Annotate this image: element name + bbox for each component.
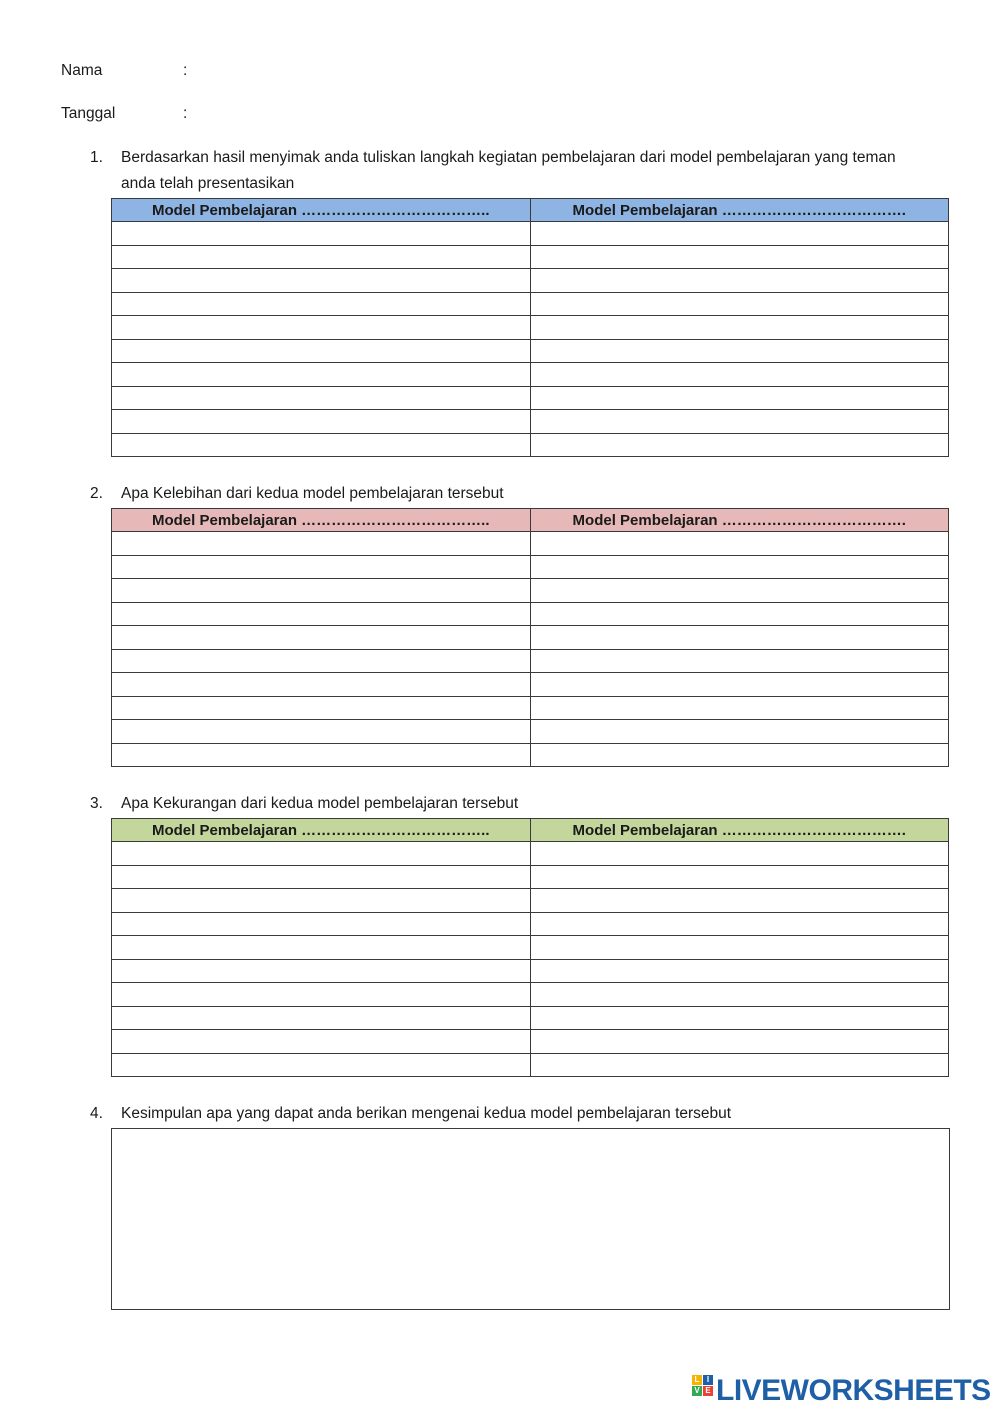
answer-cell-left[interactable] — [112, 1006, 531, 1030]
table-row — [112, 696, 949, 720]
question-number: 2. — [90, 485, 103, 502]
answer-cell-left[interactable] — [112, 579, 531, 603]
answer-cell-right[interactable] — [530, 386, 949, 410]
answer-cell-left[interactable] — [112, 696, 531, 720]
table-header-left: Model Pembelajaran ……………………………….. — [112, 199, 531, 222]
answer-cell-right[interactable] — [530, 222, 949, 246]
table-row — [112, 410, 949, 434]
logo-mark-letter: L — [692, 1375, 702, 1385]
table-row — [112, 865, 949, 889]
answer-cell-left[interactable] — [112, 865, 531, 889]
table-header-left: Model Pembelajaran ……………………………….. — [112, 509, 531, 532]
table-row — [112, 743, 949, 767]
table-row — [112, 316, 949, 340]
table-row — [112, 222, 949, 246]
answer-cell-right[interactable] — [530, 1053, 949, 1077]
table-row — [112, 386, 949, 410]
answer-cell-left[interactable] — [112, 1030, 531, 1054]
answer-cell-left[interactable] — [112, 1053, 531, 1077]
table-row — [112, 1006, 949, 1030]
answer-cell-left[interactable] — [112, 626, 531, 650]
table-row — [112, 269, 949, 293]
answer-cell-right[interactable] — [530, 889, 949, 913]
question-text: Berdasarkan hasil menyimak anda tuliskan langkah kegiatan pembelajaran dari model pembelajaran yang teman anda telah presentasikan — [121, 149, 896, 192]
question-number: 1. — [90, 149, 103, 166]
answer-cell-left[interactable] — [112, 720, 531, 744]
answer-cell-left[interactable] — [112, 555, 531, 579]
table-row — [112, 720, 949, 744]
table-row — [112, 842, 949, 866]
table-row — [112, 1030, 949, 1054]
name-colon: : — [183, 62, 188, 79]
answer-cell-right[interactable] — [530, 720, 949, 744]
answer-cell-right[interactable] — [530, 532, 949, 556]
answer-cell-right[interactable] — [530, 555, 949, 579]
answer-cell-right[interactable] — [530, 245, 949, 269]
answer-cell-left[interactable] — [112, 292, 531, 316]
answer-cell-left[interactable] — [112, 316, 531, 340]
answer-cell-right[interactable] — [530, 626, 949, 650]
answer-cell-right[interactable] — [530, 269, 949, 293]
question-number: 4. — [90, 1105, 103, 1122]
table-body — [112, 222, 949, 457]
advantages-table — [111, 508, 949, 767]
question-text: Apa Kekurangan dari kedua model pembelajaran tersebut — [121, 795, 519, 812]
answer-cell-right[interactable] — [530, 983, 949, 1007]
answer-cell-right[interactable] — [530, 1030, 949, 1054]
answer-cell-left[interactable] — [112, 363, 531, 387]
table-row — [112, 532, 949, 556]
answer-cell-right[interactable] — [530, 316, 949, 340]
answer-cell-right[interactable] — [530, 363, 949, 387]
name-label: Nama — [61, 62, 103, 79]
table-row — [112, 602, 949, 626]
steps-table — [111, 198, 949, 457]
logo-mark-icon — [692, 1375, 713, 1407]
answer-cell-left[interactable] — [112, 245, 531, 269]
table-row — [112, 912, 949, 936]
answer-cell-left[interactable] — [112, 269, 531, 293]
table-row — [112, 983, 949, 1007]
date-field — [61, 105, 187, 123]
liveworksheets-logo — [692, 1374, 991, 1408]
table-header-right: Model Pembelajaran ………………………………. — [530, 509, 949, 532]
table-row — [112, 959, 949, 983]
answer-cell-right[interactable] — [530, 865, 949, 889]
answer-cell-right[interactable] — [530, 410, 949, 434]
answer-cell-left[interactable] — [112, 222, 531, 246]
logo-mark-letter: V — [692, 1386, 702, 1396]
answer-cell-right[interactable] — [530, 673, 949, 697]
answer-cell-right[interactable] — [530, 433, 949, 457]
disadvantages-table — [111, 818, 949, 1077]
table-row — [112, 363, 949, 387]
answer-cell-right[interactable] — [530, 936, 949, 960]
logo-wordmark: LIVEWORKSHEETS — [716, 1374, 991, 1407]
answer-cell-right[interactable] — [530, 912, 949, 936]
answer-cell-right[interactable] — [530, 743, 949, 767]
answer-cell-left[interactable] — [112, 386, 531, 410]
answer-cell-left[interactable] — [112, 433, 531, 457]
answer-cell-left[interactable] — [112, 649, 531, 673]
answer-cell-right[interactable] — [530, 579, 949, 603]
answer-cell-left[interactable] — [112, 912, 531, 936]
answer-cell-right[interactable] — [530, 959, 949, 983]
logo-mark-letter: E — [703, 1386, 713, 1396]
answer-cell-left[interactable] — [112, 532, 531, 556]
table-row — [112, 339, 949, 363]
table-row — [112, 673, 949, 697]
answer-cell-left[interactable] — [112, 983, 531, 1007]
date-label: Tanggal — [61, 105, 116, 122]
question-text: Apa Kelebihan dari kedua model pembelajaran tersebut — [121, 485, 504, 502]
answer-cell-left[interactable] — [112, 842, 531, 866]
table-row — [112, 433, 949, 457]
date-colon: : — [183, 105, 188, 122]
answer-cell-left[interactable] — [112, 959, 531, 983]
name-field — [61, 62, 187, 80]
conclusion-answer-box[interactable] — [111, 1128, 950, 1310]
answer-cell-right[interactable] — [530, 842, 949, 866]
table-header-right: Model Pembelajaran ………………………………. — [530, 199, 949, 222]
table-row — [112, 579, 949, 603]
table-row — [112, 626, 949, 650]
question-text: Kesimpulan apa yang dapat anda berikan mengenai kedua model pembelajaran tersebut — [121, 1105, 732, 1122]
table-header-left: Model Pembelajaran ……………………………….. — [112, 819, 531, 842]
question-number: 3. — [90, 795, 103, 812]
table-row — [112, 555, 949, 579]
table-body — [112, 842, 949, 1077]
table-body — [112, 532, 949, 767]
answer-cell-left[interactable] — [112, 602, 531, 626]
table-row — [112, 1053, 949, 1077]
answer-cell-right[interactable] — [530, 339, 949, 363]
logo-mark-letter: I — [703, 1375, 713, 1385]
answer-cell-right[interactable] — [530, 602, 949, 626]
table-row — [112, 292, 949, 316]
answer-cell-left[interactable] — [112, 410, 531, 434]
answer-cell-left[interactable] — [112, 936, 531, 960]
table-row — [112, 889, 949, 913]
answer-cell-left[interactable] — [112, 889, 531, 913]
answer-cell-left[interactable] — [112, 673, 531, 697]
answer-cell-right[interactable] — [530, 696, 949, 720]
answer-cell-right[interactable] — [530, 649, 949, 673]
answer-cell-right[interactable] — [530, 1006, 949, 1030]
table-header-right: Model Pembelajaran ………………………………. — [530, 819, 949, 842]
answer-cell-right[interactable] — [530, 292, 949, 316]
answer-cell-left[interactable] — [112, 743, 531, 767]
table-row — [112, 649, 949, 673]
table-row — [112, 936, 949, 960]
table-row — [112, 245, 949, 269]
answer-cell-left[interactable] — [112, 339, 531, 363]
